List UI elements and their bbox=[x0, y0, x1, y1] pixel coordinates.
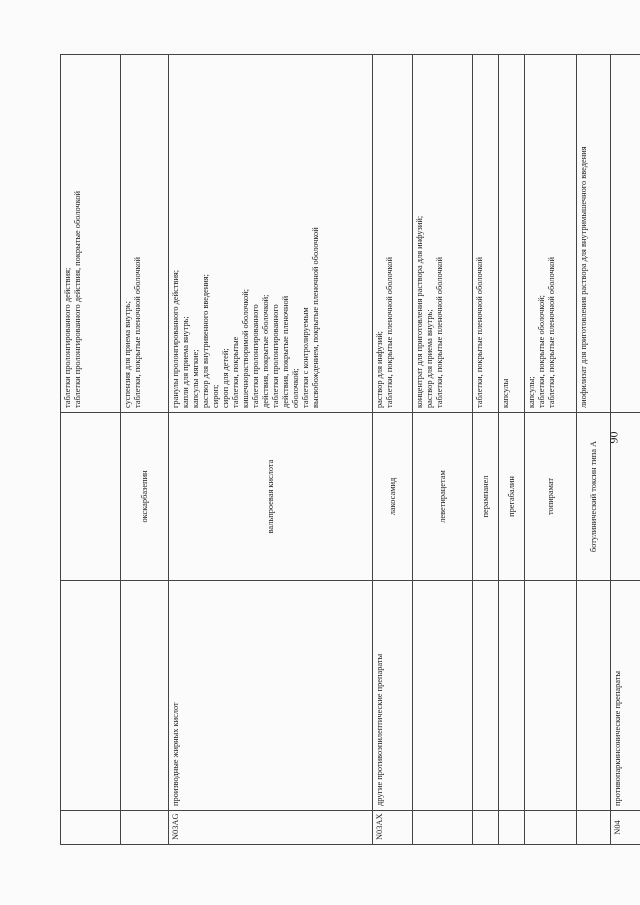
atc-code-cell bbox=[413, 811, 473, 845]
group-cell bbox=[413, 581, 473, 811]
dosage-form-line: кишечнорастворимой оболочкой; bbox=[241, 288, 250, 408]
dosage-form-line: таблетки, покрытые пленочной оболочкой bbox=[475, 257, 484, 408]
dosage-form-line: сироп; bbox=[211, 384, 220, 408]
group-cell: противопаркинсонические препараты bbox=[611, 581, 640, 811]
atc-code-cell bbox=[121, 811, 169, 845]
group-cell bbox=[61, 581, 121, 811]
dosage-forms-cell bbox=[525, 55, 577, 413]
dosage-forms-cell bbox=[413, 55, 473, 413]
drug-name-cell: ботулинический токсин типа А bbox=[577, 413, 611, 581]
dosage-forms-cell bbox=[373, 55, 413, 413]
dosage-form-line: капли для приема внутрь; bbox=[181, 316, 190, 408]
dosage-forms-cell bbox=[169, 55, 373, 413]
group-cell bbox=[499, 581, 525, 811]
dosage-form-line: оболочкой; bbox=[291, 368, 300, 408]
table-row bbox=[169, 55, 373, 845]
table-row bbox=[373, 55, 413, 845]
drug-name-cell: леветирацетам bbox=[413, 413, 473, 581]
drug-name-cell: лакосамид bbox=[373, 413, 413, 581]
table-row bbox=[413, 55, 473, 845]
dosage-forms-cell bbox=[121, 55, 169, 413]
group-cell: другие противоэпилептические препараты bbox=[373, 581, 413, 811]
table-row bbox=[121, 55, 169, 845]
atc-code-cell bbox=[473, 811, 499, 845]
drug-name-cell: прегабалин bbox=[499, 413, 525, 581]
table-row bbox=[499, 55, 525, 845]
dosage-forms-cell bbox=[577, 55, 611, 413]
dosage-form-line: концентрат для приготовления раствора для инфузий; bbox=[415, 215, 424, 408]
dosage-form-line: капсулы; bbox=[527, 376, 536, 408]
dosage-forms-cell bbox=[473, 55, 499, 413]
dosage-form-line: таблетки пролонгированного bbox=[271, 304, 280, 408]
atc-code-cell bbox=[525, 811, 577, 845]
dosage-form-line: таблетки, покрытые пленочной оболочкой bbox=[547, 257, 556, 408]
dosage-forms-cell bbox=[611, 55, 640, 413]
dosage-form-line: таблетки, покрытые пленочной оболочкой bbox=[385, 257, 394, 408]
dosage-form-line: лиофилизат для приготовления раствора для внутримышечного введения bbox=[579, 146, 588, 408]
dosage-form-line: капсулы bbox=[501, 378, 510, 408]
drug-name-cell: топирамат bbox=[525, 413, 577, 581]
dosage-form-line: суспензия для приема внутрь; bbox=[123, 301, 132, 408]
dosage-form-line: капсулы мягкие; bbox=[191, 349, 200, 408]
table-row bbox=[473, 55, 499, 845]
atc-code-cell: N03AG bbox=[169, 811, 373, 845]
drug-name-cell: перампанел bbox=[473, 413, 499, 581]
table-row bbox=[61, 55, 121, 845]
dosage-form-line: таблетки, покрытые оболочкой; bbox=[537, 294, 546, 408]
dosage-form-line: таблетки, покрытые bbox=[231, 336, 240, 408]
drug-name-cell bbox=[61, 413, 121, 581]
group-cell bbox=[525, 581, 577, 811]
dosage-form-line: раствор для инфузий; bbox=[375, 330, 384, 408]
dosage-form-line: таблетки пролонгированного действия, покрытые оболочкой bbox=[73, 190, 82, 408]
dosage-form-line: таблетки пролонгированного действия; bbox=[63, 267, 72, 408]
drug-name-cell: вальпроевая кислота bbox=[169, 413, 373, 581]
atc-code-cell: N04 bbox=[611, 811, 640, 845]
dosage-form-line: сироп для детей; bbox=[221, 348, 230, 408]
table-row bbox=[577, 55, 611, 845]
dosage-form-line: высвобождением, покрытые пленочной оболочкой bbox=[311, 227, 320, 408]
dosage-form-line: таблетки с контролируемым bbox=[301, 307, 310, 408]
page-number: 90 bbox=[606, 431, 621, 444]
dosage-form-line: таблетки, покрытые пленочной оболочкой bbox=[435, 257, 444, 408]
dosage-form-line: раствор для приема внутрь; bbox=[425, 309, 434, 408]
dosage-form-line: действия, покрытые пленочной bbox=[281, 295, 290, 408]
table-row bbox=[525, 55, 577, 845]
atc-code-cell bbox=[499, 811, 525, 845]
drug-name-cell: окскарбазепин bbox=[121, 413, 169, 581]
group-cell bbox=[577, 581, 611, 811]
atc-code-cell bbox=[577, 811, 611, 845]
dosage-form-line: раствор для внутривенного введения; bbox=[201, 274, 210, 408]
dosage-form-line: таблетки пролонгированного bbox=[251, 304, 260, 408]
dosage-forms-cell bbox=[61, 55, 121, 413]
drug-table bbox=[60, 54, 640, 845]
table-row bbox=[611, 55, 640, 845]
dosage-form-line: таблетки, покрытые пленочной оболочкой bbox=[133, 257, 142, 408]
group-cell: производные жирных кислот bbox=[169, 581, 373, 811]
dosage-form-line: гранулы пролонгированного действия; bbox=[171, 269, 180, 408]
dosage-forms-cell bbox=[499, 55, 525, 413]
group-cell bbox=[121, 581, 169, 811]
dosage-form-line: действия, покрытые оболочкой; bbox=[261, 294, 270, 408]
group-cell bbox=[473, 581, 499, 811]
atc-code-cell: N03AX bbox=[373, 811, 413, 845]
atc-code-cell bbox=[61, 811, 121, 845]
